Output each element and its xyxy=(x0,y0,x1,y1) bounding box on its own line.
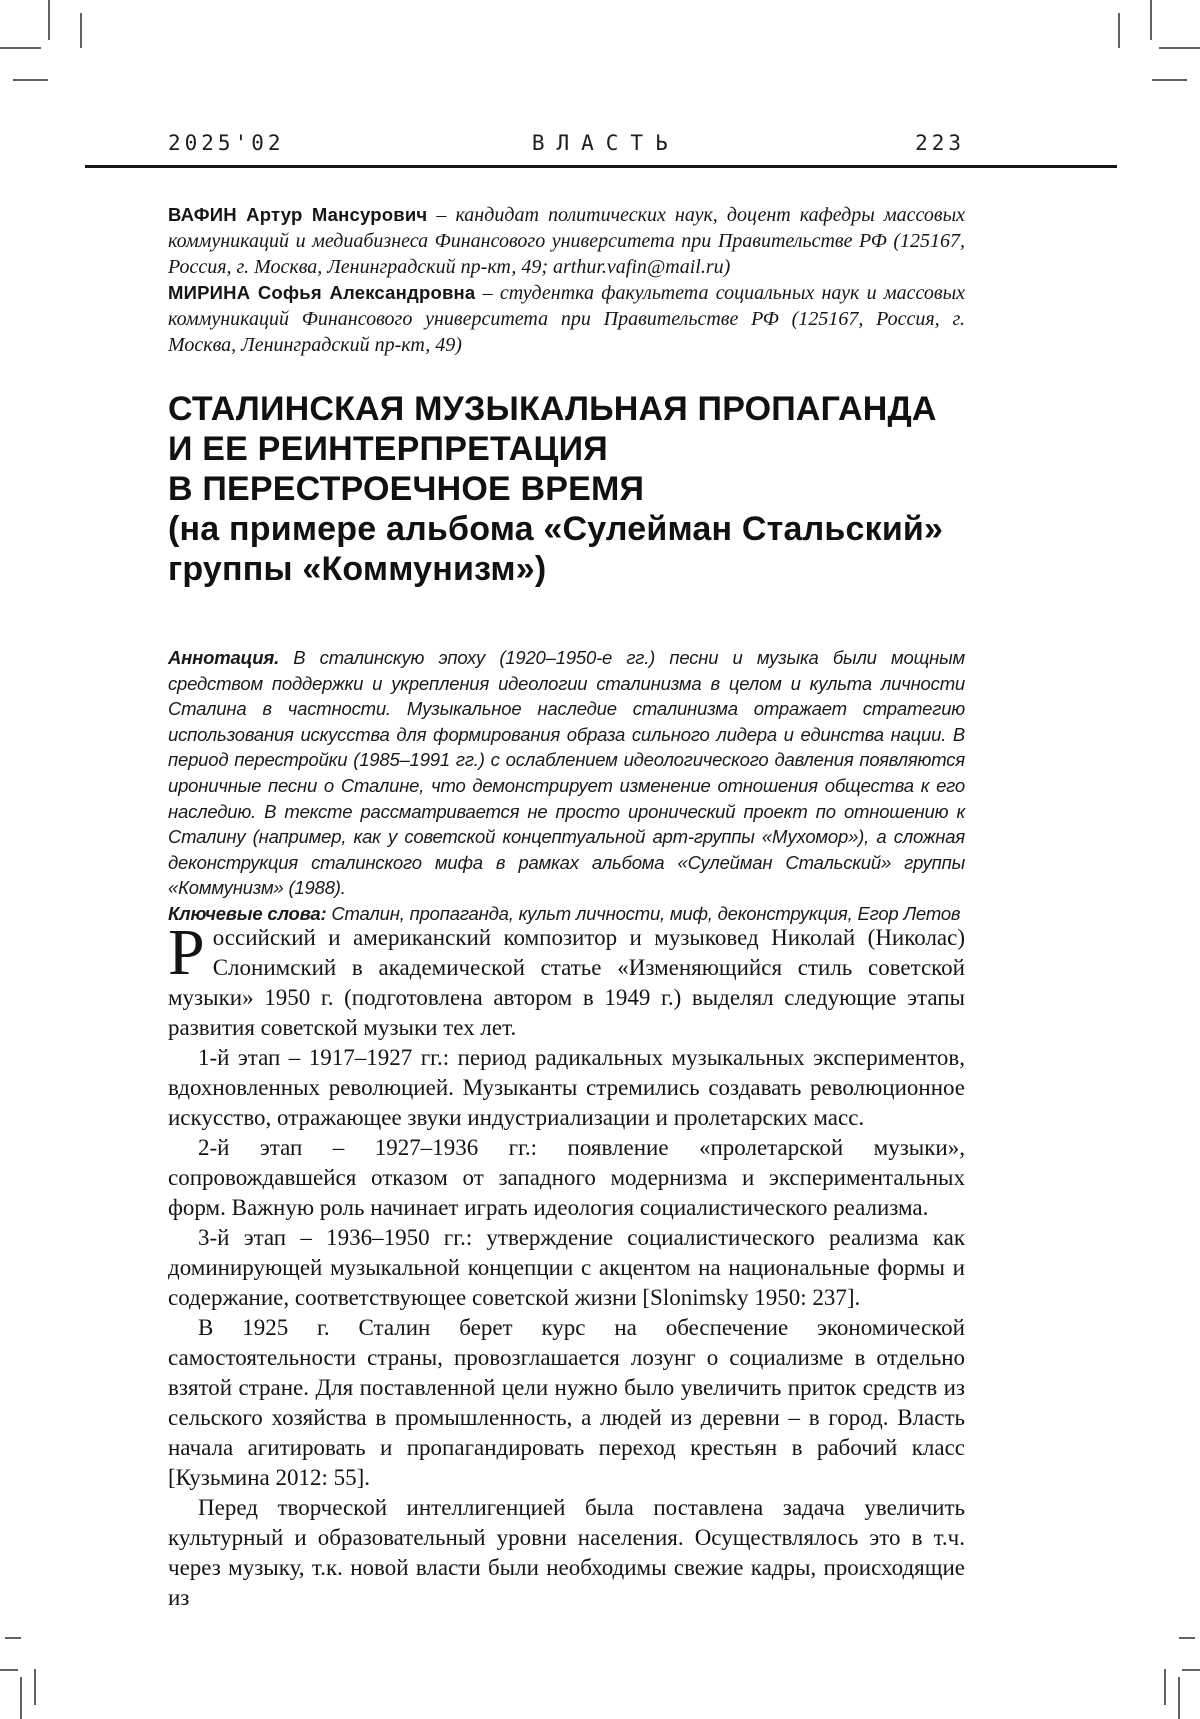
crop-mark xyxy=(0,47,41,49)
page-number: 223 xyxy=(915,131,965,155)
abstract-block xyxy=(168,645,965,927)
author-entry xyxy=(168,280,965,358)
crop-mark xyxy=(1182,1669,1200,1671)
keywords-text: Сталин, пропаганда, культ личности, миф, деконструкция, Егор Летов xyxy=(331,902,961,924)
crop-mark xyxy=(0,1669,18,1671)
body-paragraph: 1-й этап – 1917–1927 гг.: период радикальных музыкальных экспериментов, вдохновленных революцией. Музыканты стремились создавать революционное искусство, отражающее звуки индустриализации и пролетарских масс. xyxy=(168,1045,965,1130)
abstract-text: В сталинскую эпоху (1920–1950-е гг.) песни и музыка были мощным средством поддержки и укрепления идеологии сталинизма в целом и культа личности Сталина в частности. Музыкальное наследие сталинизма отражает стратегию использования искусства для формирования образа сильного лидера и единства нации. В период перестройки (1985–1991 гг.) с ослаблением идеологического давления появляются ироничные песни о Сталине, что демонстрирует изменение отношения общества к его наследию. В тексте рассматривается не просто иронический проект по отношению к Сталину (например, как у советской концептуальной арт-группы «Мухомор»), а сложная деконструкция сталинского мифа в рамках альбома «Сулейман Стальский» группы «Коммунизм» (1988). xyxy=(168,647,965,899)
title-line: (на примере альбома «Сулейман Стальский» xyxy=(168,509,944,548)
crop-mark xyxy=(34,1669,36,1705)
crop-mark xyxy=(80,13,82,48)
crop-mark xyxy=(1178,1677,1180,1719)
author-separator: – xyxy=(436,204,447,226)
body-paragraph: В 1925 г. Сталин берет курс на обеспечение экономической самостоятельности страны, провозглашается лозунг о социализме в отдельно взятой стране. Для поставленной цели нужно было увеличить приток средств из сельского хозяйства в промышленность, а людей из деревни – в город. Власть начала агитировать и пропагандировать переход крестьян в рабочий класс [Кузьмина 2012: 55]. xyxy=(168,1315,965,1490)
author-name: МИРИНА Софья Александровна xyxy=(168,282,476,303)
crop-mark xyxy=(1164,1669,1166,1705)
keywords-label: Ключевые слова: xyxy=(168,902,327,924)
crop-mark xyxy=(1179,1637,1195,1639)
crop-mark xyxy=(1159,47,1200,49)
page-header xyxy=(168,131,965,155)
author-bio: кандидат политических наук, доцент кафедры массовых коммуникаций и медиабизнеса Финансового университета при Правительстве РФ (125167, Россия, г. Москва, Ленинградский пр-кт, 49; arthur.vafin@mail.ru) xyxy=(168,204,966,278)
crop-mark xyxy=(1152,79,1187,81)
title-line: СТАЛИНСКАЯ МУЗЫКАЛЬНАЯ ПРОПАГАНДА xyxy=(168,389,937,428)
crop-mark xyxy=(20,1677,22,1719)
title-line: И ЕЕ РЕИНТЕРПРЕТАЦИЯ xyxy=(168,429,608,468)
author-separator: – xyxy=(482,282,493,304)
crop-mark xyxy=(1150,0,1152,40)
issue-number: 2025'02 xyxy=(168,131,285,155)
authors-block xyxy=(168,202,965,358)
drop-cap: Р xyxy=(168,916,205,989)
body-paragraph-text: оссийский и американский композитор и музыковед Николай (Николас) Слонимский в академической статье «Изменяющийся стиль советской музыки» 1950 г. (подготовлена автором в 1949 г.) выделял следующие этапы развития советской музыки тех лет. xyxy=(168,925,965,1040)
body-paragraph: Перед творческой интеллигенцией была поставлена задача увеличить культурный и образовательный уровни населения. Осуществлялось это в т.ч. через музыку, т.к. новой власти были необходимы свежие кадры, происходящие из xyxy=(168,1495,965,1610)
crop-mark xyxy=(13,79,48,81)
crop-mark xyxy=(5,1637,21,1639)
body-paragraph: 2-й этап – 1927–1936 гг.: появление «пролетарской музыки», сопровождавшейся отказом от западного модернизма и экспериментальных форм. Важную роль начинает играть идеология социалистического реализма. xyxy=(168,1135,965,1220)
author-name: ВАФИН Артур Мансурович xyxy=(168,204,428,225)
journal-title: ВЛАСТЬ xyxy=(531,131,680,155)
crop-mark xyxy=(1118,13,1120,48)
title-line: группы «Коммунизм») xyxy=(168,549,547,588)
header-rule xyxy=(85,165,1117,168)
article-title xyxy=(168,389,998,589)
author-bio: студентка факультета социальных наук и массовых коммуникаций Финансового университета при Правительстве РФ (125167, Россия, г. Москва, Ленинградский пр-кт, 49) xyxy=(168,282,965,356)
title-line: В ПЕРЕСТРОЕЧНОЕ ВРЕМЯ xyxy=(168,469,645,508)
abstract-label: Аннотация. xyxy=(168,647,280,668)
abstract-paragraph xyxy=(168,645,965,901)
body-paragraph: 3-й этап – 1936–1950 гг.: утверждение социалистического реализма как доминирующей музыкальной концепции с акцентом на национальные формы и содержание, соответствующее советской жизни [Slonimsky 1950: 237]. xyxy=(168,1225,965,1310)
author-entry xyxy=(168,202,965,280)
body-paragraph xyxy=(168,916,965,1043)
crop-mark xyxy=(48,0,50,40)
article-body xyxy=(168,916,965,1613)
